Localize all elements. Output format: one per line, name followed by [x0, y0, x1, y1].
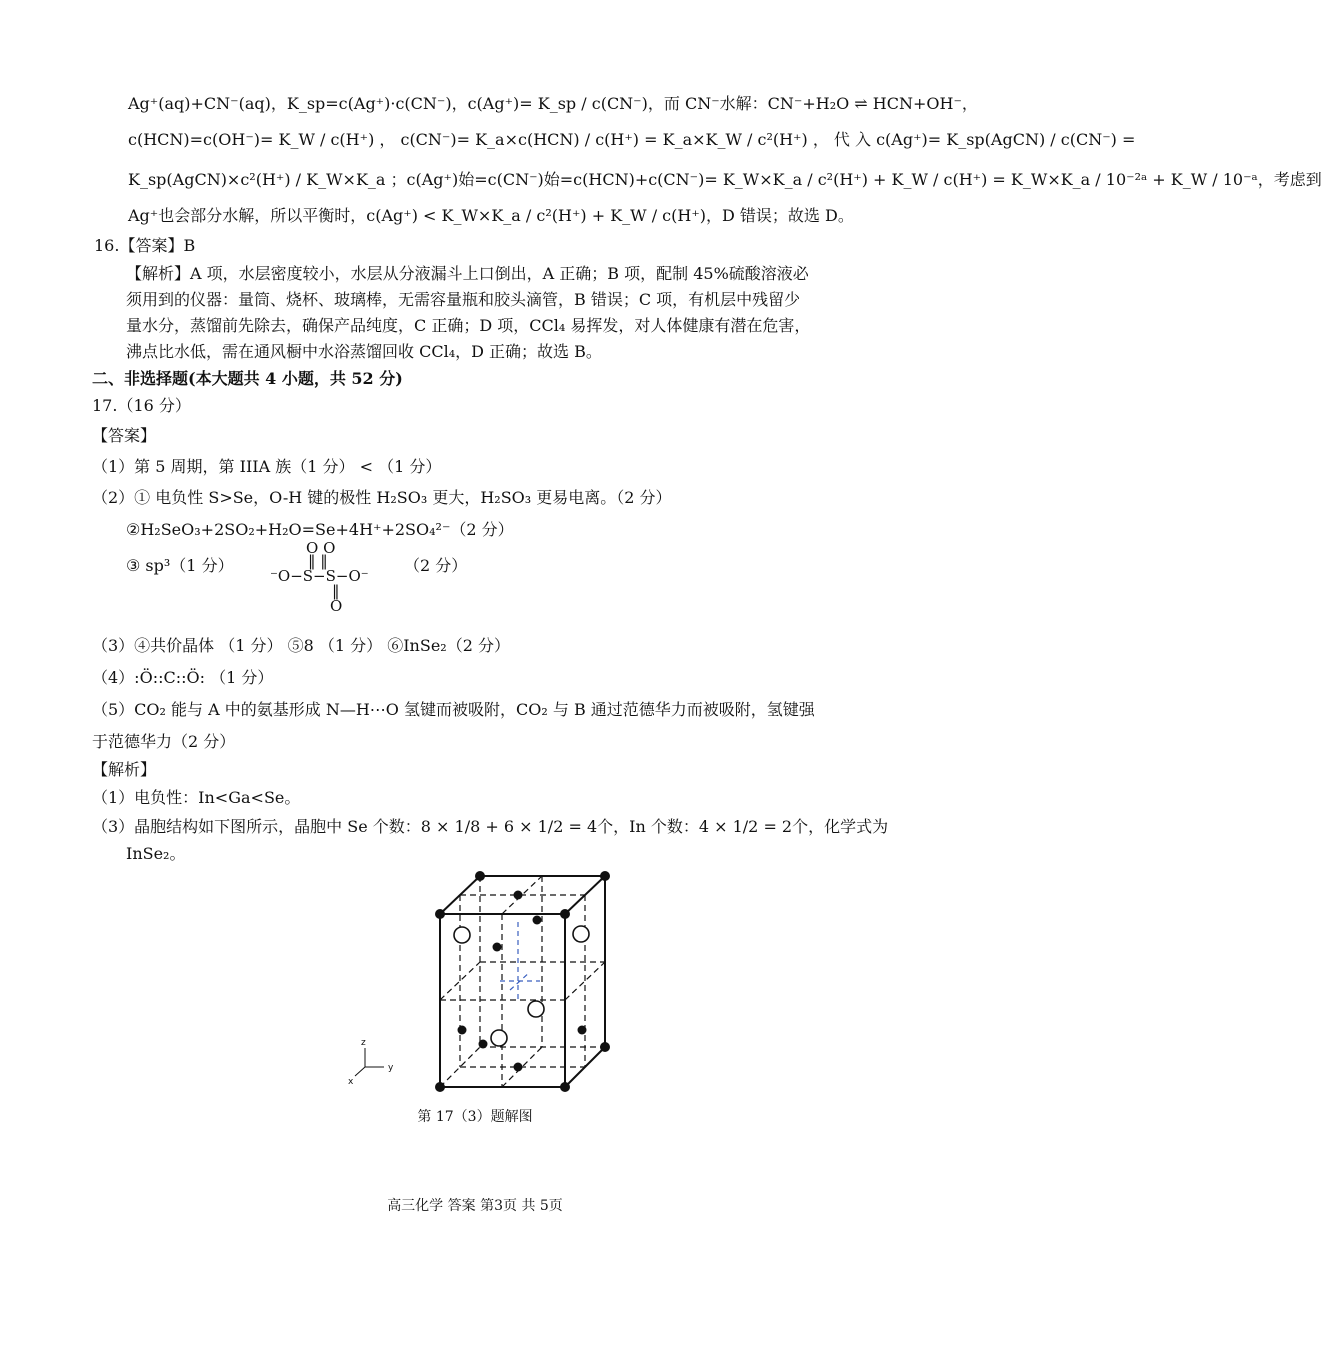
axis-z-label: z: [361, 1038, 366, 1048]
analysis-label: 【解析】: [92, 760, 157, 779]
q16-answer: 16.【答案】B: [94, 236, 196, 255]
analysis-part1: （1）电负性：In<Ga<Se。: [92, 788, 301, 807]
q17-part4: （4）:Ö::C::Ö: （1 分）: [92, 668, 274, 687]
text-line-3: K_sp(AgCN)×c²(H⁺) / K_W×K_a ；c(Ag⁺)始=c(CN⁻)始=c(HCN)+c(CN⁻)= K_W×K_a / c²(H⁺) + K_W / c(H⁺) = K_W×K_a / 10⁻²ᵃ + K_W / 10⁻ᵃ，考虑到: [128, 170, 1322, 189]
q17-part5-1: （5）CO₂ 能与 A 中的氨基形成 N—H⋯O 氢键而被吸附，CO₂ 与 B 通过范德华力而被吸附，氢键强: [92, 700, 815, 719]
q16-analysis-2: 须用到的仪器：量筒、烧杯、玻璃棒，无需容量瓶和胶头滴管，B 错误；C 项，有机层中残留少: [126, 290, 801, 309]
page-footer: 高三化学 答案 第3页 共 5页: [387, 1198, 563, 1214]
axis-x-label: x: [348, 1077, 354, 1087]
section-heading: 二、非选择题(本大题共 4 小题，共 52 分): [92, 369, 403, 388]
answer-label: 【答案】: [92, 426, 157, 445]
q17-part5-2: 于范德华力（2 分）: [92, 732, 236, 751]
figure-caption: 第 17（3）题解图: [417, 1109, 533, 1125]
q17-part3: （3）④共价晶体 （1 分） ⑤8 （1 分） ⑥InSe₂（2 分）: [92, 636, 510, 655]
analysis-part3-2: InSe₂。: [126, 844, 186, 863]
q16-analysis-3: 量水分，蒸馏前先除去，确保产品纯度，C 正确；D 项，CCl₄ 易挥发，对人体健康有潜在危害，: [126, 316, 811, 335]
struct-o-bottom: O: [330, 597, 343, 615]
struct-middle: ⁻O−S−S−O⁻: [270, 567, 369, 585]
q16-analysis-1: 【解析】A 项，水层密度较小，水层从分液漏斗上口倒出，A 正确；B 项，配制 45%硫酸溶液必: [126, 264, 809, 283]
analysis-part3-1: （3）晶胞结构如下图所示，晶胞中 Se 个数：8 × 1/8 + 6 × 1/2 = 4个，In 个数：4 × 1/2 = 2个，化学式为: [92, 817, 889, 836]
crystal-cell-diagram: [340, 862, 620, 1102]
struct-bond-bottom: ‖: [332, 582, 340, 600]
axis-y-label: y: [388, 1063, 394, 1073]
q17-part2-1: （2）① 电负性 S>Se，O-H 键的极性 H₂SO₃ 更大，H₂SO₃ 更易电离。（2 分）: [92, 488, 672, 507]
struct-bond-top: ‖ ‖: [308, 552, 328, 570]
q17-part2-2: ②H₂SeO₃+2SO₂+H₂O=Se+4H⁺+2SO₄²⁻（2 分）: [126, 520, 514, 539]
text-line-2: c(HCN)=c(OH⁻)= K_W / c(H⁺) ， c(CN⁻)= K_a×c(HCN) / c(H⁺) = K_a×K_W / c²(H⁺) ， 代 入 c(Ag⁺)= K_sp(AgCN) / c(CN⁻) =: [128, 130, 1136, 149]
q17-part2-3: ③ sp³（1 分）: [126, 556, 234, 575]
struct-o-top: O O: [306, 539, 336, 557]
q16-analysis-4: 沸点比水低，需在通风橱中水浴蒸馏回收 CCl₄，D 正确；故选 B。: [126, 342, 602, 361]
q17-title: 17.（16 分）: [92, 396, 191, 415]
text-line-4: Ag⁺也会部分水解，所以平衡时，c(Ag⁺) < K_W×K_a / c²(H⁺) + K_W / c(H⁺)，D 错误；故选 D。: [128, 206, 854, 225]
q17-part2-3-score: （2 分）: [404, 556, 468, 575]
text-line-1: Ag⁺(aq)+CN⁻(aq)，K_sp=c(Ag⁺)·c(CN⁻)，c(Ag⁺)= K_sp / c(CN⁻)，而 CN⁻水解：CN⁻+H₂O ⇌ HCN+OH⁻，: [128, 94, 978, 113]
q17-part1: （1）第 5 周期，第 IIIA 族（1 分） < （1 分）: [92, 457, 442, 476]
